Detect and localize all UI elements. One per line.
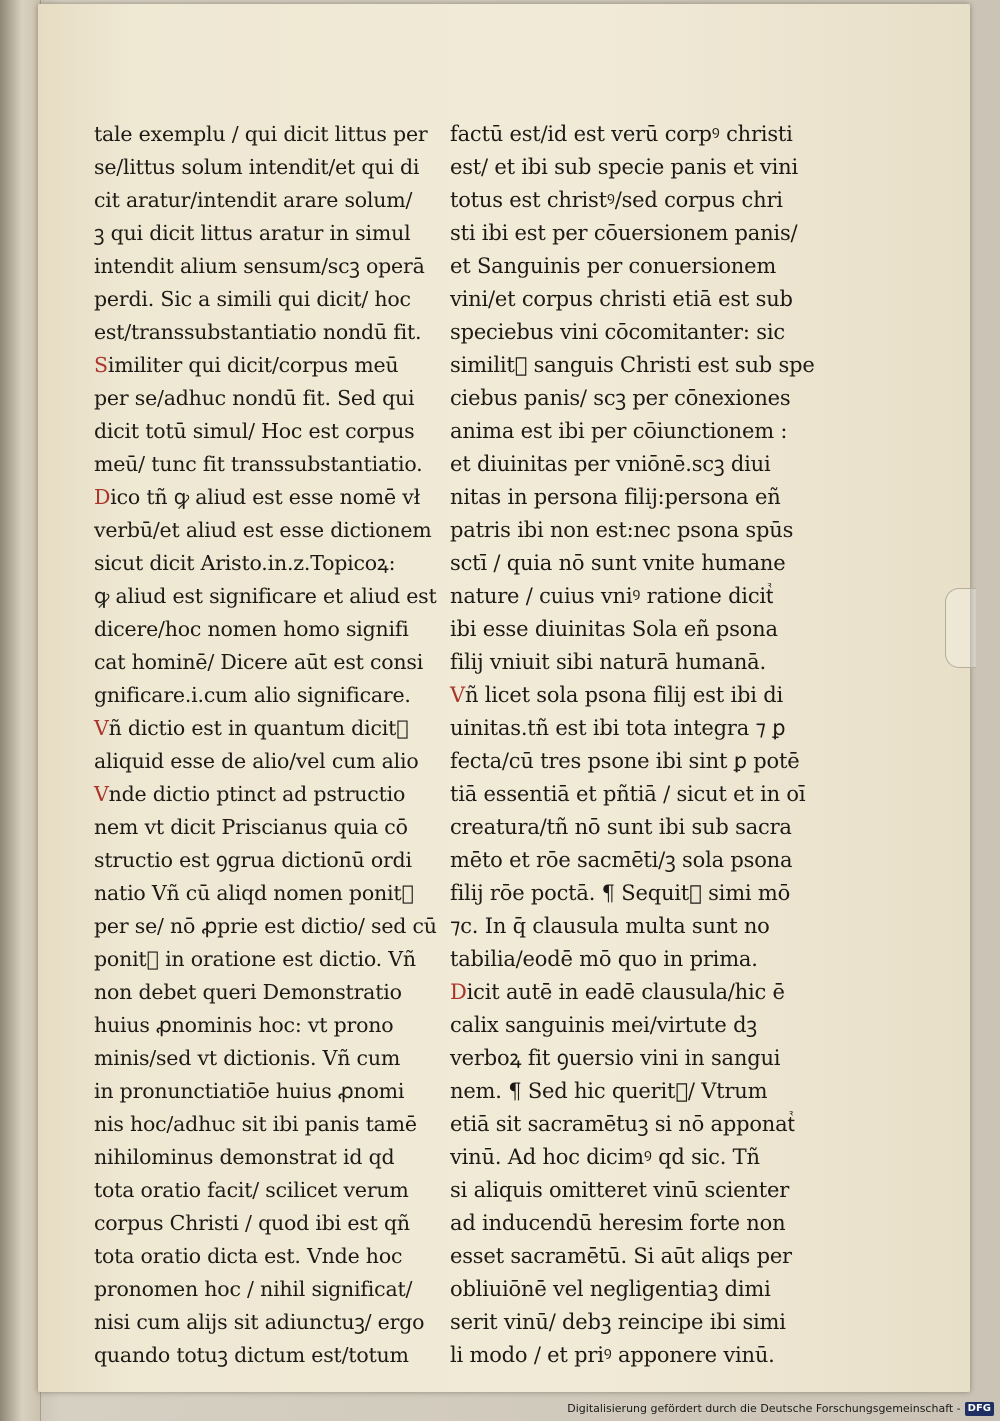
text-line: sti ibi est per cōuersionem panis/ <box>450 221 798 245</box>
text-line: intendit alium sensum/scꝫ operā <box>94 254 425 278</box>
text-line: nem. ¶ Sed hic queritᷣ/ Vtrum <box>450 1079 768 1103</box>
text-line: sctī / quia nō sunt vnite humane <box>450 551 786 575</box>
text-line: fecta/cū tres psone ibi sint ꝑ potē <box>450 749 800 773</box>
text-line: Vñ licet sola psona filij est ibi di <box>450 683 783 707</box>
text-line: se/littus solum intendit/et qui di <box>94 155 420 179</box>
text-column-right <box>450 118 825 1372</box>
text-line: verboꝝ fit ꝯuersio vini in sangui <box>450 1046 781 1070</box>
text-line: similitᷣ sanguis Christi est sub spe <box>450 353 815 377</box>
text-line: Vnde dictio ptinct ad pstructio <box>94 782 406 806</box>
text-line: in pronunctiatiōe huius ꝓnomi <box>94 1079 405 1103</box>
text-line: creatura/tñ nō sunt ibi sub sacra <box>450 815 792 839</box>
text-line: nature / cuius vniꝰ ratione dicitᷣ <box>450 584 774 608</box>
text-line: vinū. Ad hoc dicimꝰ qd sic. Tñ <box>450 1145 760 1169</box>
text-line: dicere/hoc nomen homo signifi <box>94 617 409 641</box>
text-line: et Sanguinis per conuersionem <box>450 254 777 278</box>
text-column-left <box>94 118 464 1372</box>
text-line: Similiter qui dicit/corpus meū <box>94 353 399 377</box>
text-line: tota oratio dicta est. Vnde hoc <box>94 1244 403 1268</box>
credit-text: Digitalisierung gefördert durch die Deutsche Forschungsgemeinschaft - <box>567 1402 961 1415</box>
dfg-logo-icon: DFG <box>965 1402 994 1416</box>
text-line: non debet queri Demonstratio <box>94 980 402 1004</box>
text-line: tabilia/eodē mō quo in prima. <box>450 947 758 971</box>
text-line: tota oratio facit/ scilicet verum <box>94 1178 409 1202</box>
previous-leaf-edge <box>0 0 41 1421</box>
text-line: ponitᷣ in oratione est dictio. Vñ <box>94 947 416 971</box>
text-line: per se/adhuc nondū fit. Sed qui <box>94 386 415 410</box>
text-line: ibi esse diuinitas Sola eñ psona <box>450 617 778 641</box>
text-line: Dico tñ ꝙ aliud est esse nomē vł <box>94 485 421 509</box>
text-line: serit vinū/ debꝫ reincipe ibi simi <box>450 1310 786 1334</box>
text-line: filij vniuit sibi naturā humanā. <box>450 650 766 674</box>
text-line: tale exemplu / qui dicit littus per <box>94 122 428 146</box>
text-line: factū est/id est verū corpꝰ christi <box>450 122 793 146</box>
text-line: patris ibi non est:nec psona spūs <box>450 518 794 542</box>
text-line: structio est ꝯgrua dictionū ordi <box>94 848 412 872</box>
text-line: si aliquis omitteret vinū scienter <box>450 1178 790 1202</box>
text-line: ciebus panis/ scꝫ per cōnexiones <box>450 386 791 410</box>
text-line: filij rōe poctā. ¶ Sequitᷣ simi mō <box>450 881 791 905</box>
text-line: verbū/et aliud est esse dictionem <box>94 518 432 542</box>
text-line: nis hoc/adhuc sit ibi panis tamē <box>94 1112 417 1136</box>
text-line: cit aratur/intendit arare solum/ <box>94 188 413 212</box>
text-line: ꝫ qui dicit littus aratur in simul <box>94 221 411 245</box>
text-line: calix sanguinis mei/virtute dꝫ <box>450 1013 757 1037</box>
text-line: anima est ibi per cōiunctionem : <box>450 419 788 443</box>
text-line: nitas in persona filij:persona eñ <box>450 485 781 509</box>
text-line: li modo / et priꝰ apponere vinū. <box>450 1343 775 1367</box>
text-line: speciebus vini cōcomitanter: sic <box>450 320 785 344</box>
text-line: tiā essentiā et pñtiā / sicut et in oī <box>450 782 806 806</box>
text-line: nem vt dicit Priscianus quia cō <box>94 815 408 839</box>
text-line: quando totuꝫ dictum est/totum <box>94 1343 409 1367</box>
text-line: huius ꝓnominis hoc: vt prono <box>94 1013 394 1037</box>
text-line: ꝙ aliud est significare et aliud est <box>94 584 437 608</box>
text-line: nisi cum alijs sit adiunctuꝫ/ ergo <box>94 1310 425 1334</box>
text-line: corpus Christi / quod ibi est qñ <box>94 1211 410 1235</box>
text-line: aliquid esse de alio/vel cum alio <box>94 749 419 773</box>
text-line: Dicit autē in eadē clausula/hic ē <box>450 980 785 1004</box>
text-line: perdi. Sic a simili qui dicit/ hoc <box>94 287 411 311</box>
text-line: meū/ tunc fit transsubstantiatio. <box>94 452 423 476</box>
text-line: Vñ dictio est in quantum dicitᷣ <box>94 716 409 740</box>
text-line: minis/sed vt dictionis. Vñ cum <box>94 1046 401 1070</box>
text-line: natio Vñ cū aliqd nomen ponitᷣ <box>94 881 414 905</box>
text-line: ⁊c. In q̄ clausula multa sunt no <box>450 914 770 938</box>
text-line: cat hominē/ Dicere aūt est consi <box>94 650 424 674</box>
text-line: uinitas.tñ est ibi tota integra ⁊ ꝑ <box>450 716 786 740</box>
text-line: sicut dicit Aristo.in.z.Topicoꝝ: <box>94 551 396 575</box>
text-line: obliuiōnē vel negligentiaꝫ dimi <box>450 1277 771 1301</box>
text-line: ad inducendū heresim forte non <box>450 1211 786 1235</box>
text-line: pronomen hoc / nihil significat/ <box>94 1277 413 1301</box>
text-line: nihilominus demonstrat id qd <box>94 1145 395 1169</box>
text-line: etiā sit sacramētuꝫ si nō apponatᷣ <box>450 1112 795 1136</box>
text-line: dicit totū simul/ Hoc est corpus <box>94 419 415 443</box>
text-line: est/ et ibi sub specie panis et vini <box>450 155 798 179</box>
page-tab-imprint <box>945 588 976 668</box>
text-line: totus est christꝰ/sed corpus chri <box>450 188 783 212</box>
text-line: gnificare.i.cum alio significare. <box>94 683 411 707</box>
text-line: vini/et corpus christi etiā est sub <box>450 287 793 311</box>
text-line: et diuinitas per vniōnē.scꝫ diui <box>450 452 771 476</box>
digitization-credit <box>567 1401 994 1417</box>
text-line: mēto et rōe sacmēti/ꝫ sola psona <box>450 848 793 872</box>
text-line: est/transsubstantiatio nondū fit. <box>94 320 422 344</box>
text-line: esset sacramētū. Si aūt aliqs per <box>450 1244 792 1268</box>
text-line: per se/ nō ꝓprie est dictio/ sed cū <box>94 914 437 938</box>
